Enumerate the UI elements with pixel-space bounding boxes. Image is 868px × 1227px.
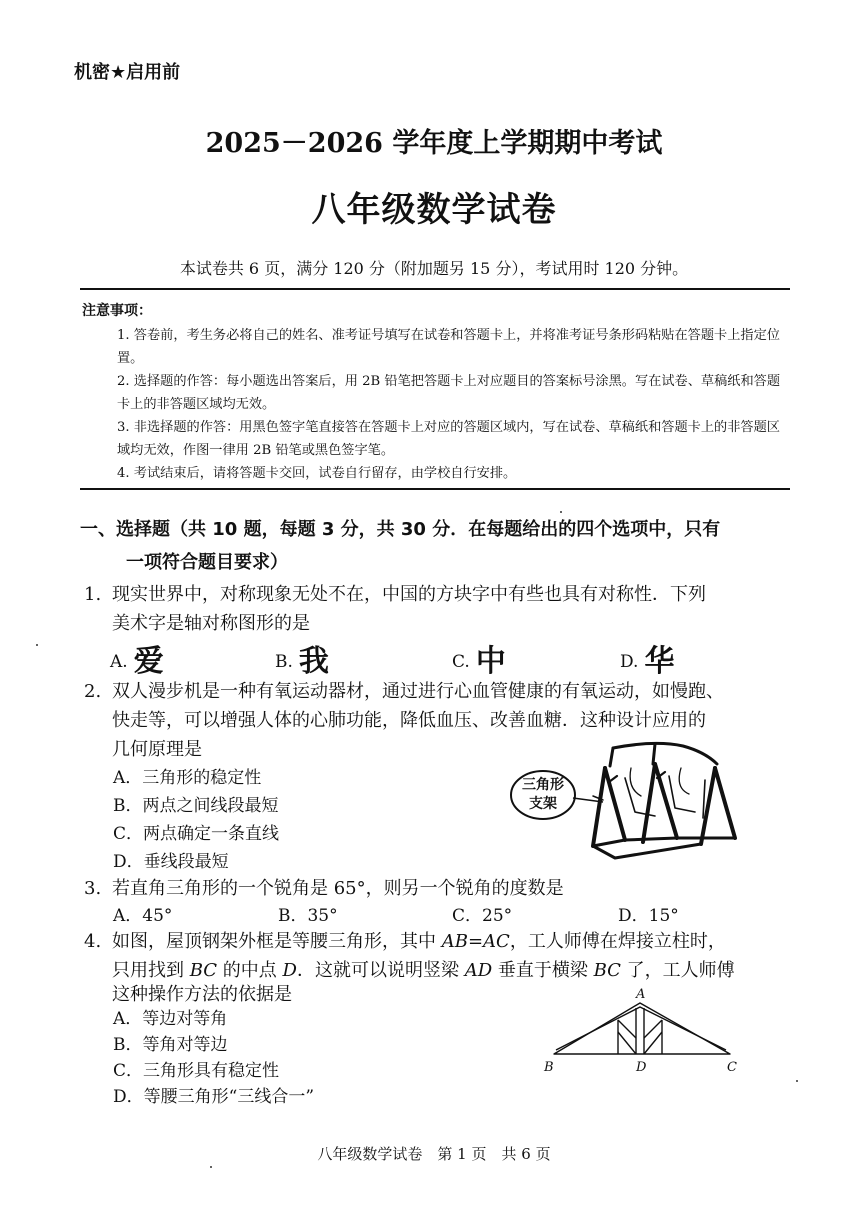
option-label: B. (275, 652, 293, 672)
callout-line-1: 三角形 (522, 777, 564, 793)
q1-option-c (452, 636, 506, 680)
notice-bottom-rule (80, 488, 790, 490)
q2-option-d: D．垂线段最短 (113, 852, 229, 872)
notice-title: 注意事项： (82, 303, 152, 319)
q4-option-c: C．三角形具有稳定性 (113, 1061, 280, 1081)
q2-option-a: A．三角形的稳定性 (113, 768, 262, 788)
notice-item-4: 4. 考试结束后，请将答题卡交回，试卷自行留存，由学校自行安排。 (117, 466, 517, 481)
notice-item-2: 2. 选择题的作答：每小题选出答案后，用 2B 铅笔把答题卡上对应题目的答案标号涂黑。写在试卷、草稿纸和答题卡上的非答题区域均无效。 (117, 374, 781, 412)
question-text: ，工人师傅在焊接立柱时， (509, 931, 726, 952)
math-ab-eq-ac: AB=AC (441, 931, 510, 952)
text: 了，工人师傅 (620, 960, 735, 981)
exam-info: 本试卷共 6 页，满分 120 分（附加题另 15 分），考试用时 120 分钟。 (179, 259, 689, 278)
question-number: 1. (84, 584, 102, 605)
math-bc: BC (189, 960, 218, 981)
q2-option-c: C．两点确定一条直线 (113, 824, 280, 844)
math-bc: BC (593, 960, 621, 981)
paper-title: 八年级数学试卷 (311, 190, 557, 230)
q3-option-a: A．45° (113, 906, 173, 926)
option-label: D. (620, 652, 639, 672)
question-4 (84, 927, 726, 953)
question-2 (84, 677, 724, 703)
option-label: C. (452, 652, 470, 672)
scan-speck (796, 1080, 798, 1082)
q1-option-a (110, 636, 164, 680)
q1-option-d (620, 636, 674, 680)
question-2-cont2: 几何原理是 (112, 739, 202, 760)
question-text: 现实世界中，对称现象无处不在，中国的方块字中有些也具有对称性．下列 (112, 584, 706, 605)
option-char: 爱 (133, 644, 164, 679)
question-number: 2. (84, 681, 102, 702)
confidential-label: 机密★启用前 (74, 62, 181, 83)
callout-line-2: 支架 (529, 796, 557, 812)
text: 的中点 (217, 960, 283, 981)
exam-title: 2025－2026 学年度上学期期中考试 (205, 128, 663, 159)
question-4-cont (112, 956, 735, 982)
scan-speck (560, 511, 562, 513)
section-heading: 一、选择题（共 10 题，每题 3 分，共 30 分．在每题给出的四个选项中，只有 (80, 519, 721, 540)
question-1 (84, 580, 706, 606)
question-text: 如图，屋顶钢架外框是等腰三角形，其中 (112, 931, 442, 952)
q4-option-a: A．等边对等角 (113, 1009, 228, 1029)
question-3 (84, 874, 564, 900)
math-d: D (282, 960, 297, 981)
q3-option-d: D．15° (618, 906, 679, 926)
question-number: 4. (84, 931, 102, 952)
notice-item-3: 3. 非选择题的作答：用黑色签字笔直接答在答题卡上对应的答题区域内，写在试卷、草稿纸和答题卡上的非答题区域均无效，作图一律用 2B 铅笔或黑色签字笔。 (117, 420, 780, 458)
q3-option-c: C．25° (452, 906, 513, 926)
notice-item-1: 1. 答卷前，考生务必将自己的姓名、准考证号填写在试卷和答题卡上，并将准考证号条形码粘贴在答题卡上指定位置。 (117, 328, 780, 366)
question-4-cont2: 这种操作方法的依据是 (112, 984, 292, 1005)
question-text: 双人漫步机是一种有氧运动器材，通过进行心血管健康的有氧运动，如慢跑、 (112, 681, 724, 702)
notice-list (82, 324, 788, 485)
q4-option-d: D．等腰三角形“三线合一” (113, 1087, 315, 1107)
option-char: 我 (298, 644, 329, 679)
question-2-cont: 快走等，可以增强人体的心肺功能，降低血压、改善血糖．这种设计应用的 (112, 710, 706, 731)
label-a: A (636, 987, 646, 1002)
scan-speck (36, 644, 38, 646)
text: 垂直于横梁 (492, 960, 594, 981)
page-footer: 八年级数学试卷 第 1 页 共 6 页 (317, 1145, 551, 1163)
question-text: 若直角三角形的一个锐角是 65°，则另一个锐角的度数是 (112, 878, 564, 899)
q3-option-b: B．35° (278, 906, 338, 926)
text: 只用找到 (112, 960, 190, 981)
notice-top-rule (80, 288, 790, 290)
q4-option-b: B．等角对等边 (113, 1035, 228, 1055)
scan-speck (210, 1166, 212, 1168)
label-b: B (544, 1060, 554, 1075)
question-number: 3. (84, 878, 102, 899)
option-char: 华 (644, 644, 675, 679)
callout-text (520, 776, 566, 814)
label-c: C (727, 1060, 737, 1075)
question-1-cont: 美术字是轴对称图形的是 (112, 613, 310, 634)
option-char: 中 (475, 644, 506, 679)
q1-option-b (275, 636, 329, 680)
math-ad: AD (464, 960, 493, 981)
label-d: D (636, 1060, 647, 1075)
section-heading-cont: 一项符合题目要求） (126, 552, 288, 573)
q2-option-b: B．两点之间线段最短 (113, 796, 279, 816)
option-label: A. (110, 652, 128, 672)
text: ．这就可以说明竖梁 (296, 960, 465, 981)
